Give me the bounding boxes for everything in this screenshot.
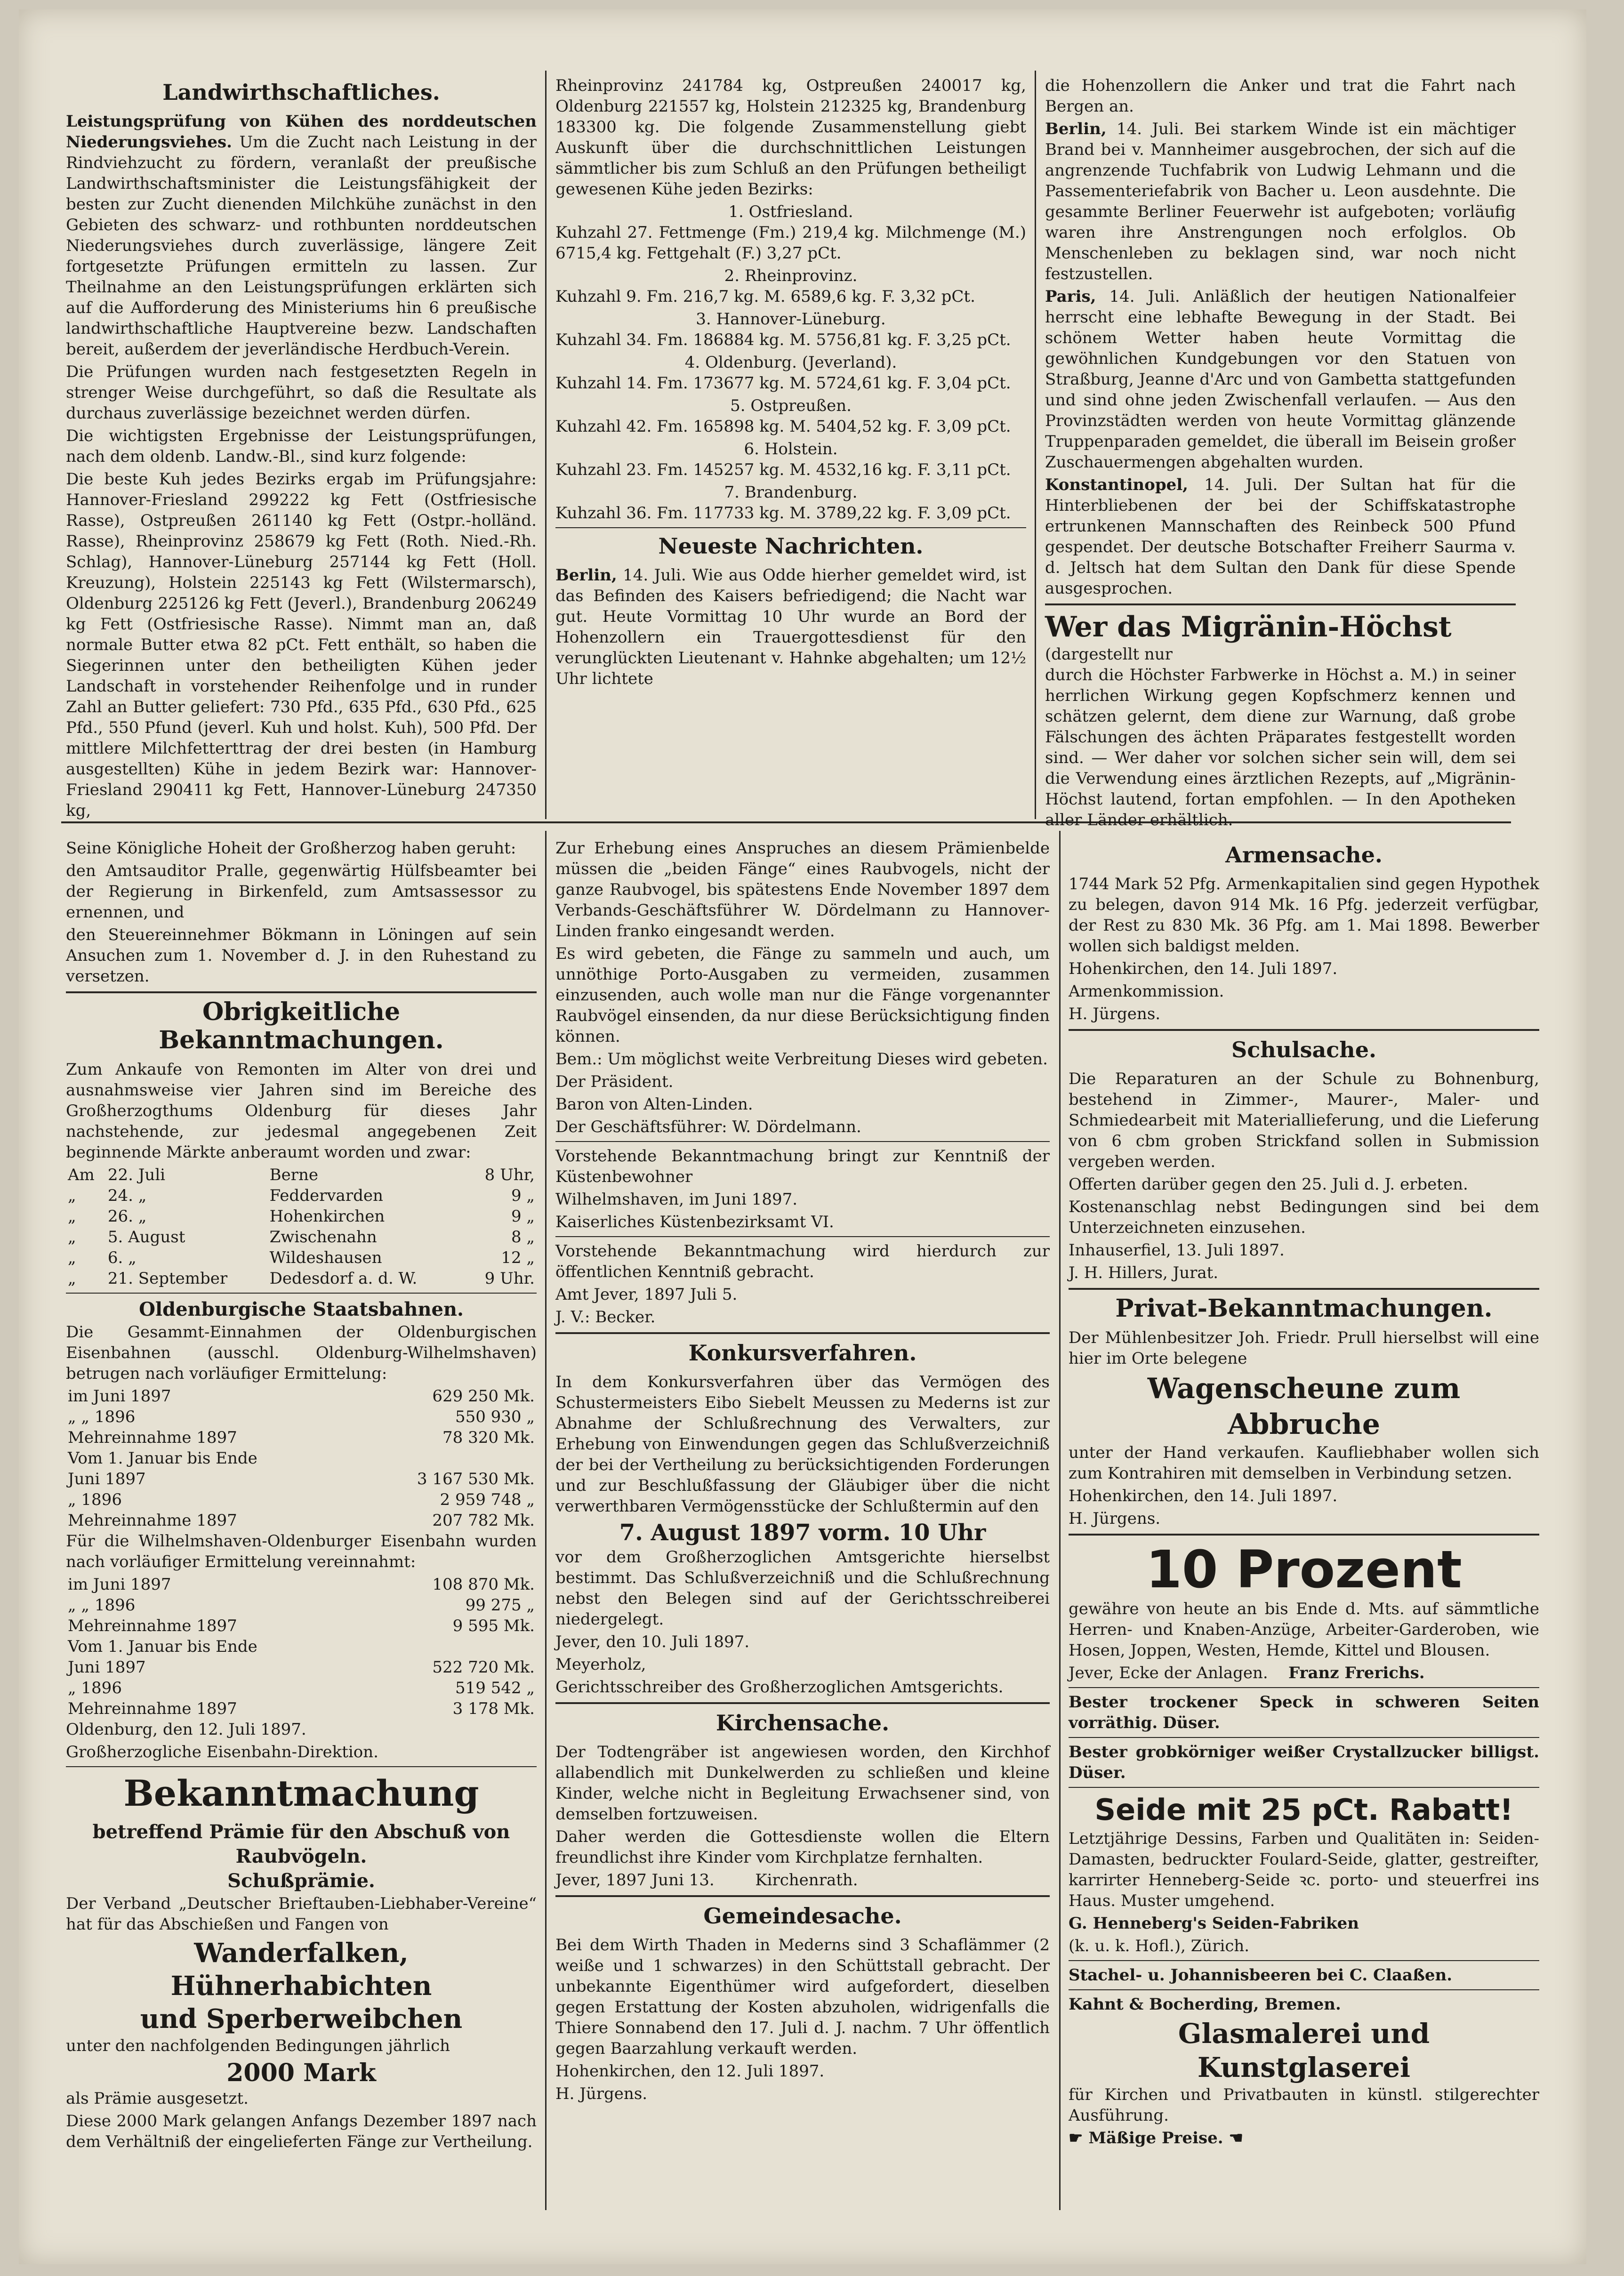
- paragraph: unter den nachfolgenden Bedingungen jährlich: [66, 2036, 450, 2055]
- text: 14. Juli. Bei starkem Winde ist ein mächtiger Brand bei v. Mannheimer ausgebrochen, der sich auf die angrenzende Tuchfabrik von Ludwig Lehmann und die Passementeriefabrik von Bacher u. Leon ausdehnte. Die gesammte Berliner Feuerwehr ist aufgeboten; vorläufig waren ihre Anstrengungen noch erfolglos. Ob Menschenleben zu beklagen sind, war noch nicht festzustellen.: [1045, 120, 1516, 283]
- ad-text: für Kirchen und Privatbauten in künstl. stilgerechter Ausführung.: [1069, 2085, 1539, 2125]
- table-cell: Hohenkirchen: [269, 1207, 385, 1226]
- table-cell: Mehreinnahme 1897: [68, 1617, 237, 1635]
- table-cell: 26. „: [107, 1207, 147, 1226]
- signature: H. Jürgens.: [555, 2084, 648, 2103]
- paragraph: Die Gesammt-Einnahmen der Oldenburgischen Eisenbahnen (ausschl. Oldenburg-Wilhelmshaven) betrugen nach vorläufiger Ermittelung:: [66, 1323, 537, 1383]
- table-cell: Vom 1. Januar bis Ende: [68, 1449, 257, 1468]
- paragraph: unter der Hand verkaufen. Kaufliebhaber wollen sich zum Kontrahiren mit demselben in Verbindung setzen.: [1069, 1443, 1539, 1483]
- text: 14. Juli. Der Sultan hat für die Hinterbliebenen der bei der Schiffskatastrophe ertrunkenen Mannschaften des Reinbeck 500 Pfund gespendet. Der deutsche Botschafter Freiherr Saurma v. d. Jeltsch hat dem Sultan den Dank für diese Spende ausgesprochen.: [1045, 475, 1516, 598]
- paragraph: Diese 2000 Mark gelangen Anfangs Dezember 1897 nach dem Verhältniß der eingelieferten Fänge zur Vertheilung.: [66, 2112, 537, 2151]
- region-stats: Kuhzahl 9. Fm. 216,7 kg. M. 6589,6 kg. F. 3,32 pCt.: [555, 287, 975, 306]
- divider: [1069, 1687, 1539, 1688]
- paragraph: Die wichtigsten Ergebnisse der Leistungsprüfungen, nach dem oldenb. Landw.-Bl., sind kurz folgende:: [66, 426, 537, 466]
- table-cell: „: [68, 1207, 76, 1226]
- place-date: Hohenkirchen, den 14. Juli 1897.: [1069, 1487, 1338, 1505]
- table-cell: „ „ 1896: [68, 1407, 136, 1426]
- dateline: Konstantinopel,: [1045, 475, 1188, 494]
- top-middle-column: [555, 75, 1026, 691]
- paragraph: Die Prüfungen wurden nach festgesetzten Regeln in strenger Weise durchgeführt, so daß die Resultate als durchaus zuverlässige bezeichnet werden dürfen.: [66, 362, 537, 423]
- table-cell: 22. Juli: [107, 1166, 166, 1184]
- place-date: Amt Jever, 1897 Juli 5.: [555, 1285, 738, 1304]
- ad-headline: Glasmalerei und Kunstglaserei: [1178, 2018, 1430, 2083]
- table-cell: „ 1896: [68, 1679, 122, 1697]
- signature: H. Jürgens.: [1069, 1005, 1161, 1023]
- divider: [1069, 1960, 1539, 1961]
- table-row: [66, 1510, 537, 1531]
- table-cell: 24. „: [107, 1186, 147, 1205]
- table-cell: 519 542 „: [455, 1679, 535, 1697]
- paragraph: 1744 Mark 52 Pfg. Armenkapitalien sind gegen Hypothek zu belegen, davon 914 Mk. 16 Pfg. jederzeit verfügbar, der Rest zu 830 Mk. 36 Pfg. am 1. Mai 1898. Bewerber wollen sich baldigst melden.: [1069, 875, 1539, 956]
- ad-headline: Wagenscheune zum Abbruche: [1147, 1372, 1461, 1441]
- divider: [66, 991, 537, 993]
- dateline: Paris,: [1045, 287, 1096, 306]
- region-name: 1. Ostfriesland.: [728, 202, 853, 221]
- table-row: [66, 1165, 537, 1185]
- table-cell: 78 320 Mk.: [442, 1428, 535, 1447]
- section-title: Armensache.: [1225, 842, 1383, 868]
- markets-table: [66, 1165, 537, 1289]
- table-cell: 2 959 748 „: [440, 1490, 535, 1509]
- lower-right-column: [1069, 838, 1539, 2150]
- silk-headline: Seide mit 25 pCt. Rabatt!: [1094, 1793, 1513, 1827]
- top-left-column: [66, 75, 537, 823]
- place-date: Hohenkirchen, den 12. Juli 1897.: [555, 2062, 825, 2081]
- signature: Kaiserliches Küstenbezirksamt VI.: [555, 1213, 834, 1231]
- signature: H. Jürgens.: [1069, 1509, 1161, 1528]
- table-cell: Berne: [269, 1166, 318, 1184]
- divider: [1069, 1029, 1539, 1031]
- table-cell: 9 595 Mk.: [452, 1617, 535, 1635]
- region-name: 2. Rheinprovinz.: [724, 266, 858, 285]
- section-title: Kirchensache.: [716, 1710, 890, 1736]
- paragraph: Zum Ankaufe von Remonten im Alter von drei und ausnahmsweise vier Jahren sind im Bereiche des Großherzogthums Oldenburg für dieses Jahr nachstehende, zur jedesmal angegebenen Zeit beginnende Märkte anberaumt worden und zwar:: [66, 1060, 537, 1162]
- table-row: [66, 1407, 537, 1427]
- place-date: Oldenburg, den 12. Juli 1897.: [66, 1720, 306, 1739]
- paragraph: [1045, 475, 1516, 599]
- table-cell: Dedesdorf a. d. W.: [269, 1269, 418, 1288]
- signature: Der Präsident.: [555, 1072, 674, 1091]
- paragraph: Es wird gebeten, die Fänge zu sammeln und auch, um unnöthige Porto-Ausgaben zu vermeiden, zusammen einzusenden, auch wolle man nur die Fänge vorgenannter Raubvögel einsenden, da nur diese Berücksichtigung finden können.: [555, 944, 1050, 1046]
- paragraph: [1045, 286, 1516, 473]
- table-row: [66, 1657, 537, 1678]
- dateline: Berlin,: [1045, 120, 1107, 138]
- section-title: Schulsache.: [1231, 1037, 1377, 1062]
- newspaper-page: [19, 9, 1586, 2264]
- divider: [555, 1141, 1050, 1142]
- table-cell: 8 „: [511, 1228, 535, 1247]
- table-cell: „: [68, 1228, 76, 1247]
- place-date: Wilhelmshaven, im Juni 1897.: [555, 1190, 798, 1209]
- text: Bester grobkörniger weißer Crystallzucker billigst.: [1069, 1743, 1539, 1761]
- region-name: 5. Ostpreußen.: [730, 396, 852, 415]
- paragraph: den Steuereinnehmer Bökmann in Löningen auf sein Ansuchen zum 1. November d. J. in den Ruhestand zu versetzen.: [66, 925, 537, 986]
- table-cell: Juni 1897: [68, 1658, 146, 1677]
- column-rule: [545, 71, 547, 819]
- ad-text: [1069, 1742, 1539, 1783]
- table-cell: im Juni 1897: [68, 1387, 171, 1406]
- section-title: Gemeindesache.: [703, 1903, 902, 1929]
- table-cell: „: [68, 1248, 76, 1267]
- table-cell: im Juni 1897: [68, 1575, 171, 1594]
- table-cell: 5. August: [107, 1228, 185, 1247]
- divider: [555, 1236, 1050, 1237]
- table-cell: 12 „: [501, 1248, 535, 1267]
- region-stats: Kuhzahl 23. Fm. 145257 kg. M. 4532,16 kg. F. 3,11 pCt.: [555, 460, 1011, 479]
- region-stats: Kuhzahl 14. Fm. 173677 kg. M. 5724,61 kg. F. 3,04 pCt.: [555, 374, 1011, 393]
- table-cell: 9 „: [511, 1186, 535, 1205]
- table-cell: 522 720 Mk.: [432, 1658, 535, 1677]
- table-row: [66, 1427, 537, 1448]
- announcement-title: Bekanntmachung: [123, 1772, 479, 1814]
- bird-names: Wanderfalken, Hühnerhabichten: [170, 1938, 432, 2002]
- signature: Meyerholz,: [555, 1655, 646, 1674]
- signature: J. V.: Becker.: [555, 1308, 656, 1327]
- ad-headline: Wer das Migränin-Höchst: [1045, 611, 1452, 643]
- paragraph: Kostenanschlag nebst Bedingungen sind bei dem Unterzeichneten einzusehen.: [1069, 1198, 1539, 1237]
- divider: [1069, 1288, 1539, 1290]
- lower-middle-column: [555, 838, 1050, 2106]
- table-cell: 3 178 Mk.: [452, 1699, 535, 1718]
- table-row: [66, 1616, 537, 1636]
- paragraph: In dem Konkursverfahren über das Vermögen des Schustermeisters Eibo Siebelt Meussen zu Mederns ist zur Abnahme der Schlußrechnung des Verwalters, zur Erhebung von Einwendungen gegen das Schlußverzeichniß der bei der Vertheilung zu berücksichtigenden Forderungen und zur Beschlußfassung der Gläubiger über die nicht verwerthbaren Vermögensstücke der Schlußtermin auf den: [555, 1373, 1050, 1516]
- divider: [1069, 1737, 1539, 1738]
- table-cell: Zwischenahn: [269, 1228, 377, 1247]
- table-cell: 6. „: [107, 1248, 137, 1267]
- region-stats: Kuhzahl 27. Fettmenge (Fm.) 219,4 kg. Milchmenge (M.) 6715,4 kg. Fettgehalt (F.) 3,27 pCt.: [555, 223, 1026, 263]
- signature: Düser.: [1163, 1713, 1220, 1732]
- paragraph: gewähre von heute an bis Ende d. Mts. auf sämmtliche Herren- und Knaben-Anzüge, Arbeiter-Garderoben, wie Hosen, Joppen, Westen, Hemde, Kittel und Blousen.: [1069, 1600, 1539, 1660]
- table-cell: 8 Uhr,: [484, 1166, 535, 1184]
- paragraph: Rheinprovinz 241784 kg, Ostpreußen 240017 kg, Oldenburg 221557 kg, Holstein 212325 kg, Brandenburg 183300 kg. Die folgende Zusammenstellung giebt Auskunft über die durchschnittlichen Leistungen sämmtlicher bis zum Schluß an den Prüfungen betheiligt gewesenen Kühe jeden Bezirks:: [555, 76, 1026, 199]
- signature: Baron von Alten-Linden.: [555, 1095, 753, 1114]
- table-cell: 9 Uhr.: [484, 1269, 535, 1288]
- table-cell: 21. September: [107, 1269, 228, 1288]
- company-name: (k. u. k. Hofl.), Zürich.: [1069, 1937, 1250, 1955]
- migraene-ad: [1045, 610, 1516, 830]
- table-row: [66, 1678, 537, 1698]
- divider: [555, 1895, 1050, 1897]
- table-row: [66, 1386, 537, 1407]
- divider: [1069, 1534, 1539, 1536]
- place-date: Hohenkirchen, den 14. Juli 1897.: [1069, 959, 1338, 978]
- dateline: Berlin,: [555, 566, 617, 585]
- table-cell: Vom 1. Januar bis Ende: [68, 1637, 257, 1656]
- revenue-table: [66, 1386, 537, 1531]
- table-cell: 550 930 „: [455, 1407, 535, 1426]
- table-row: [66, 1185, 537, 1206]
- region-list: [555, 201, 1026, 523]
- table-row: [66, 1206, 537, 1227]
- table-row: [66, 1247, 537, 1268]
- region-name: 7. Brandenburg.: [724, 483, 858, 502]
- region-name: 4. Oldenburg. (Jeverland).: [684, 353, 897, 372]
- table-cell: Mehreinnahme 1897: [68, 1699, 237, 1718]
- discount-headline: 10 Prozent: [1146, 1539, 1462, 1600]
- table-row: [66, 1227, 537, 1247]
- table-cell: 9 „: [511, 1207, 535, 1226]
- table-cell: Juni 1897: [68, 1470, 146, 1488]
- top-right-column: [1045, 75, 1516, 832]
- paragraph: [555, 565, 1026, 689]
- paragraph: als Prämie ausgesetzt.: [66, 2089, 249, 2108]
- paragraph: Vorstehende Bekanntmachung wird hierdurch zur öffentlichen Kenntniß gebracht.: [555, 1242, 1050, 1281]
- table-cell: „ „ 1896: [68, 1596, 136, 1615]
- table-cell: 99 275 „: [465, 1596, 535, 1615]
- divider: [1045, 603, 1516, 605]
- column-rule: [1035, 71, 1036, 819]
- divider: [66, 1766, 537, 1767]
- section-title: Neueste Nachrichten.: [658, 533, 924, 559]
- region-stats: Kuhzahl 36. Fm. 117733 kg. M. 3789,22 kg. F. 3,09 pCt.: [555, 504, 1011, 523]
- paragraph: Für die Wilhelmshaven-Oldenburger Eisenbahn wurden nach vorläufiger Ermittelung vereinnahmt:: [66, 1532, 537, 1571]
- table-cell: 629 250 Mk.: [432, 1387, 535, 1406]
- revenue-table: [66, 1574, 537, 1719]
- paragraph: Daher werden die Gottesdienste wollen die Eltern freundlichst ihre Kinder vom Kirchplatze fernhalten.: [555, 1827, 1050, 1867]
- paragraph: Die beste Kuh jedes Bezirks ergab im Prüfungsjahre: Hannover-Friesland 299222 kg Fett (Ostfriesische Rasse), Ostpreußen 261140 kg Fett (Ostpr.-holländ. Rasse), Rheinprovinz 258679 kg Fett (Roth. Nied.-Rh. Schlag), Hannover-Lüneburg 257144 kg Fett (Holl. Kreuzung), Holstein 225143 kg Fett (Wilstermarsch), Oldenburg 225126 kg Fett (Jeverl.), Brandenburg 206249 kg Fett (Ostfriesische Rasse). Nimmt man an, daß normale Butter etwa 82 pCt. Fett enthält, so haben die Siegerinnen unter den betheiligten Kühen jeder Landschaft in vorstehender Reihenfolge und in runder Zahl an Butter geliefert: 730 Pfd., 635 Pfd., 630 Pfd., 625 Pfd., 550 Pfund (jeverl. Kuh und holst. Kuh), 500 Pfd. Der mittlere Milchfetterttrag der drei besten (in Hamburg ausgestellten) Kühe in jedem Bezirk war: Hannover-Friesland 290411 kg Fett, Hannover-Lüneburg 247350 kg,: [66, 470, 537, 820]
- place: Jever, Ecke der Anlagen.: [1069, 1664, 1268, 1682]
- table-row: [66, 1469, 537, 1489]
- section-title: Landwirthschaftliches.: [162, 80, 440, 105]
- place-date: [555, 1870, 1050, 1890]
- table-row: [66, 1489, 537, 1510]
- text: Mäßige Preise.: [1088, 2129, 1223, 2147]
- table-row: [66, 1268, 537, 1289]
- paragraph: [1045, 119, 1516, 284]
- table-cell: „ 1896: [68, 1490, 122, 1509]
- table-cell: „: [68, 1186, 76, 1205]
- table-cell: 3 167 530 Mk.: [417, 1470, 535, 1488]
- pointing-hand-icon: ☛: [1069, 2129, 1083, 2147]
- section-title: Privat-Bekanntmachungen.: [1115, 1294, 1493, 1323]
- divider: [555, 527, 1026, 528]
- column-rule: [1059, 831, 1061, 2210]
- paragraph: Letztjährige Dessins, Farben und Qualitäten in: Seiden-Damasten, bedruckter Foulard-Seide, glatter, gestreifter, karrirter Henneberg-Seide ꝛc. porto- und steuerfrei ins Haus. Muster umgehend.: [1069, 1829, 1539, 1910]
- text: 14. Juli. Anläßlich der heutigen Nationalfeier herrscht eine lebhafte Bewegung in der Stadt. Bei schönem Wetter haben heute Vormittag die gewöhnlichen Kundgebungen vor den Statuen von Straßburg, Jeanne d'Arc und von Gambetta stattgefunden und sind ohne jeden Zwischenfall verlaufen. — Aus den Provinzstädten werden von heute Vormittag glänzende Truppenparaden gemeldet, die überall im Beisein großer Zuschauermengen abgehalten wurden.: [1045, 287, 1516, 472]
- text: Um die Zucht nach Leistung in der Rindviehzucht zu fördern, veranlaßt der preußische Landwirthschaftsminister die Leistungsfähigkeit der besten zur Zucht dienenden Milchkühe zunächst in den Gebieten des schwarz- und rothbunten norddeutschen Niederungsviehes durch zuverlässige, längere Zeit fortgesetzte Prüfungen ermitteln zu lassen. Zur Theilnahme an den Leistungsprüfungen erklärten sich auf die Aufforderung des Ministeriums hin 6 preußische landwirthschaftliche Hauptvereine bezw. Landschaften bereit, außerdem der jeverländische Herdbuch-Verein.: [66, 133, 537, 359]
- table-row: [66, 1636, 537, 1657]
- column-rule: [545, 831, 547, 2210]
- paragraph: Zur Erhebung eines Anspruches an diesem Prämienbelde müssen die „beiden Fänge“ eines Raubvogels, nicht der ganze Raubvogel, bis spätestens Ende November 1897 dem Verbands-Geschäftsführer W. Dördelmann zu Hannover-Linden franko eingesandt werden.: [555, 839, 1050, 941]
- table-cell: Mehreinnahme 1897: [68, 1511, 237, 1530]
- announcement-subtitle: betreffend Prämie für den Abschuß von Raubvögeln.: [92, 1821, 510, 1867]
- pointing-hand-icon: ☚: [1229, 2129, 1243, 2147]
- price-note: [1069, 2128, 1539, 2148]
- place-date: Jever, den 10. Juli 1897.: [555, 1633, 750, 1651]
- announcement-subtitle: Schußprämie.: [227, 1870, 375, 1892]
- place-date: Inhauserfiel, 13. Juli 1897.: [1069, 1241, 1285, 1260]
- section-title: Obrigkeitliche Bekanntmachungen.: [159, 997, 444, 1054]
- text: Bester trockener Speck in schweren Seiten vorräthig.: [1069, 1693, 1539, 1732]
- company-name: Kahnt & Bocherding, Bremen.: [1069, 1995, 1341, 2014]
- table-cell: „: [68, 1269, 76, 1288]
- paragraph: [66, 111, 537, 360]
- paragraph: den Amtsauditor Pralle, gegenwärtig Hülfsbeamter bei der Regierung in Birkenfeld, zum Amtsassessor zu ernennen, und: [66, 861, 537, 922]
- signature: Der Geschäftsführer: W. Dördelmann.: [555, 1118, 861, 1136]
- paragraph: die Hohenzollern die Anker und trat die Fahrt nach Bergen an.: [1045, 76, 1516, 116]
- lower-left-column: [66, 838, 537, 2154]
- paragraph: Der Verband „Deutscher Brieftauben-Liebhaber-Vereine“ hat für das Abschießen und Fangen von: [66, 1894, 537, 1934]
- table-cell: 207 782 Mk.: [432, 1511, 535, 1530]
- hearing-date: 7. August 1897 vorm. 10 Uhr: [619, 1520, 986, 1546]
- signature: Franz Frerichs.: [1288, 1664, 1425, 1682]
- ad-text: Stachel- u. Johannisbeeren bei C. Claaßen.: [1069, 1966, 1453, 1985]
- signature: Gerichtsschreiber des Großherzoglichen Amtsgerichts.: [555, 1678, 1004, 1697]
- region-name: 6. Holstein.: [744, 440, 838, 458]
- text: 14. Juli. Wie aus Odde hierher gemeldet wird, ist das Befinden des Kaisers befriedigend; die Nacht war gut. Heute Vormittag 10 Uhr wurde an Bord der Hohenzollern ein Trauergottesdienst für den verunglückten Lieutenant v. Hahnke abgehalten; um 12½ Uhr lichtete: [555, 566, 1026, 688]
- place-date: [1069, 1663, 1539, 1683]
- place: Jever, 1897 Juni 13.: [555, 1871, 715, 1890]
- paragraph: Der Todtengräber ist angewiesen worden, den Kirchhof allabendlich mit Dunkelwerden zu schließen und kleine Kinder, welche nicht in Begleitung Erwachsener sind, von demselben fortzuweisen.: [555, 1743, 1050, 1824]
- paragraph: Offerten darüber gegen den 25. Juli d. J. erbeten.: [1069, 1175, 1468, 1194]
- table-cell: Wildeshausen: [269, 1248, 382, 1267]
- paragraph: Bei dem Wirth Thaden in Mederns sind 3 Schaflämmer (2 weiße und 1 schwarzes) in den Schüttstall gebracht. Der unbekannte Eigenthümer wird aufgefordert, dieselben gegen Erstattung der Kosten abzuholen, widrigenfalls die Thiere Sonnabend den 17. Juli d. J. nachm. 7 Uhr öffentlich gegen Baarzahlung verkauft werden.: [555, 1936, 1050, 2058]
- table-row: [66, 1698, 537, 1719]
- signature: Großherzogliche Eisenbahn-Direktion.: [66, 1743, 378, 1761]
- region-stats: Kuhzahl 34. Fm. 186884 kg. M. 5756,81 kg. F. 3,25 pCt.: [555, 330, 1011, 349]
- table-cell: [355, 1448, 537, 1469]
- divider: [66, 1293, 537, 1294]
- table-row: [66, 1448, 537, 1469]
- table-row: [66, 1595, 537, 1616]
- section-title: Oldenburgische Staatsbahnen.: [139, 1298, 464, 1320]
- region-stats: Kuhzahl 42. Fm. 165898 kg. M. 5404,52 kg. F. 3,09 pCt.: [555, 417, 1011, 436]
- company-name: G. Henneberg's Seiden-Fabriken: [1069, 1914, 1359, 1933]
- paragraph: vor dem Großherzoglichen Amtsgerichte hierselbst bestimmt. Das Schlußverzeichniß und die Schlußrechnung nebst den Belegen sind auf der Gerichtsschreiberei niedergelegt.: [555, 1548, 1050, 1629]
- divider: [555, 1332, 1050, 1334]
- signature: Armenkommission.: [1069, 982, 1224, 1001]
- divider: [1069, 1787, 1539, 1788]
- region-name: 3. Hannover-Lüneburg.: [696, 310, 886, 329]
- signature: Düser.: [1069, 1763, 1126, 1782]
- table-cell: Mehreinnahme 1897: [68, 1428, 237, 1447]
- signature: Kirchenrath.: [755, 1871, 858, 1890]
- table-cell: Am: [68, 1166, 95, 1184]
- ad-text: [1069, 1692, 1539, 1733]
- paragraph: Bem.: Um möglichst weite Verbreitung Dieses wird gebeten.: [555, 1050, 1048, 1069]
- ad-aside: (dargestellt nur: [1045, 645, 1173, 664]
- lead: Leistungsprüfung von Kühen des norddeutschen Niederungsviehes.: [66, 112, 537, 152]
- prize-amount: 2000 Mark: [226, 2059, 376, 2087]
- table-cell: [370, 1636, 537, 1657]
- table-row: [66, 1574, 537, 1595]
- table-cell: Feddervarden: [269, 1186, 383, 1205]
- paragraph: Seine Königliche Hoheit der Großherzog haben geruht:: [66, 839, 516, 858]
- signature: J. H. Hillers, Jurat.: [1069, 1263, 1219, 1282]
- ad-text: durch die Höchster Farbwerke in Höchst a. M.) in seiner herrlichen Wirkung gegen Kopfschmerz kennen und schätzen gelernt, dem diene zur Warnung, daß grobe Fälschungen des ächten Präparates festgestellt worden sind. — Wer daher vor solchen sicher sein will, dem sei die Verwendung eines ärztlichen Rezepts, auf „Migränin-Höchst lautend, fortan empfohlen. — In den Apotheken aller Länder erhältlich.: [1045, 666, 1516, 829]
- paragraph: Der Mühlenbesitzer Joh. Friedr. Prull hierselbst will eine hier im Orte belegene: [1069, 1328, 1539, 1368]
- bird-names: und Sperberweibchen: [140, 2003, 463, 2035]
- paragraph: Die Reparaturen an der Schule zu Bohnenburg, bestehend in Zimmer-, Maurer-, Maler- und Schmiedearbeit mit Materiallieferung, und die Lieferung von 6 cbm groben Strickfand sollen in Submission vergeben werden.: [1069, 1070, 1539, 1171]
- divider: [1069, 1989, 1539, 1990]
- section-title: Konkursverfahren.: [688, 1340, 917, 1366]
- divider: [555, 1702, 1050, 1704]
- paragraph: Vorstehende Bekanntmachung bringt zur Kenntniß der Küstenbewohner: [555, 1147, 1050, 1186]
- table-cell: 108 870 Mk.: [432, 1575, 535, 1594]
